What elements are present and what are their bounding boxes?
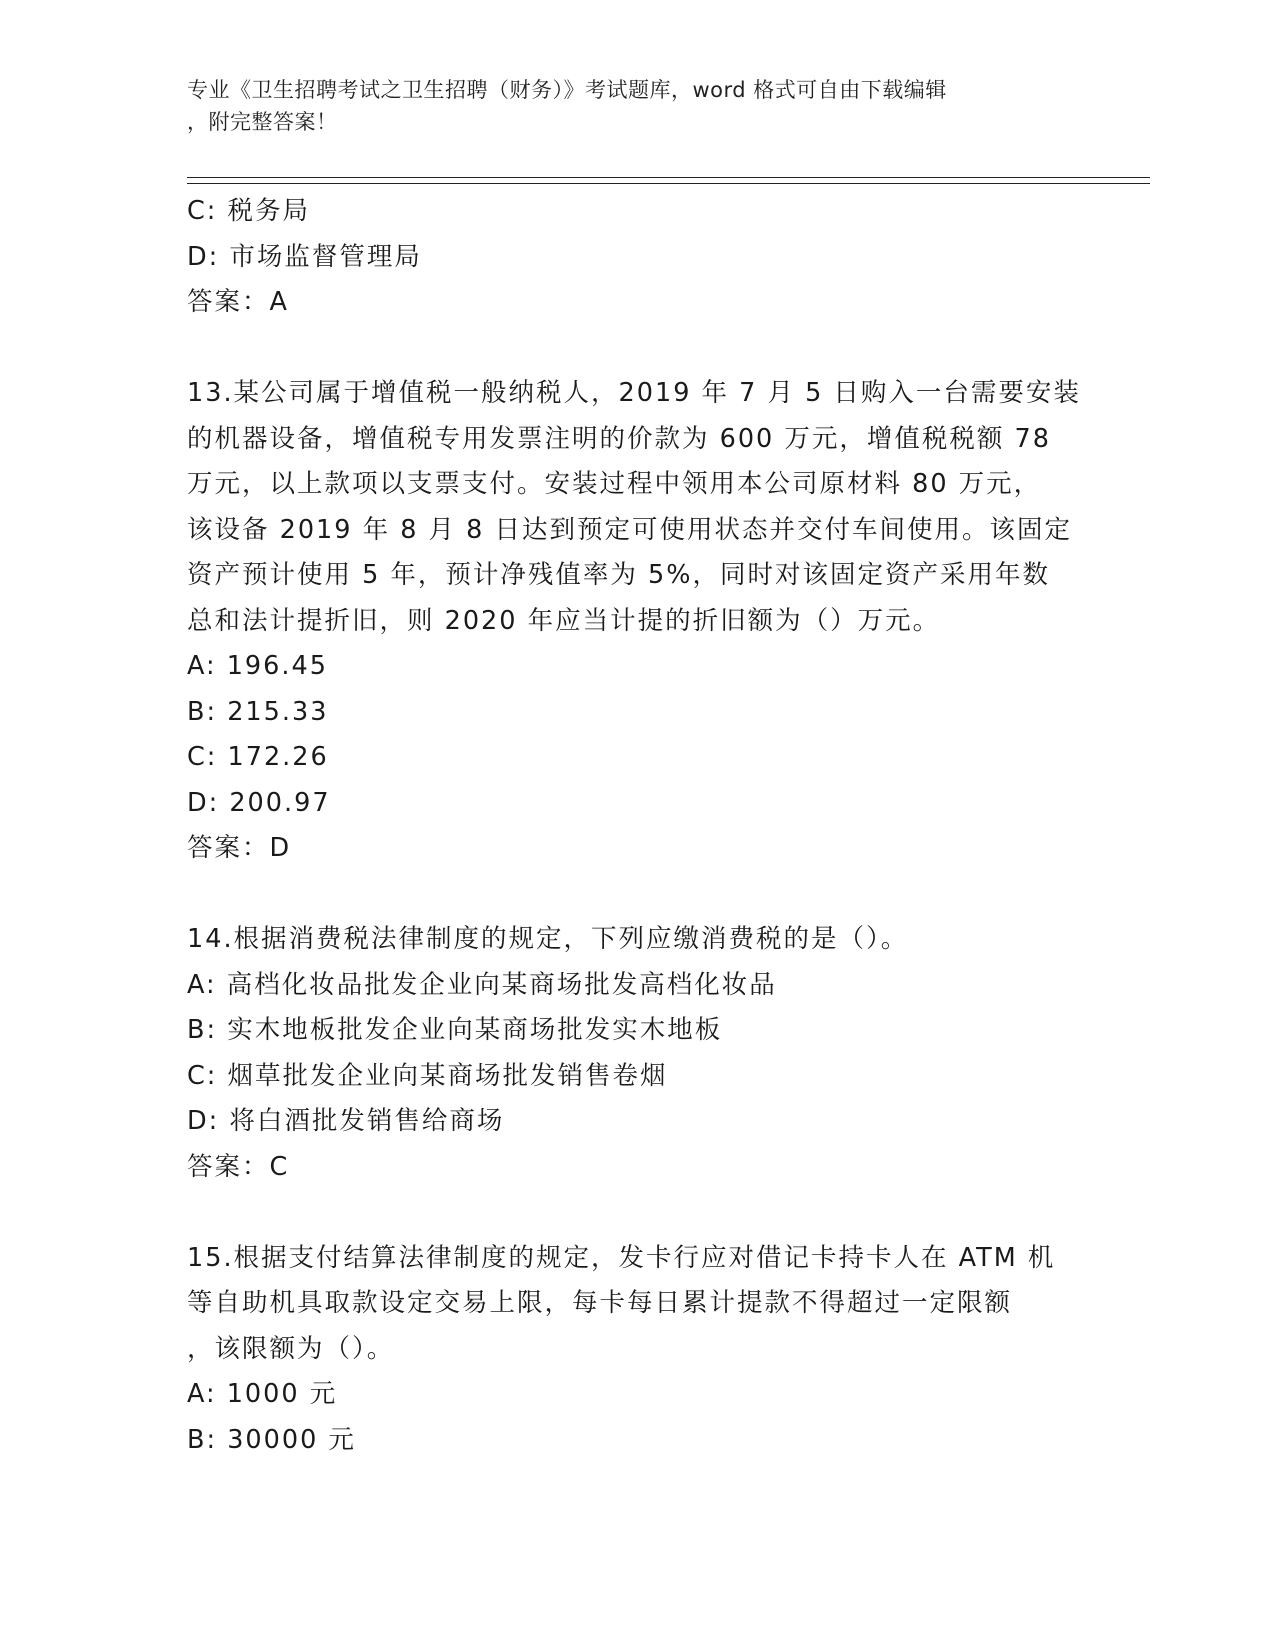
header-line-1: 专业《卫生招聘考试之卫生招聘（财务）》考试题库，word 格式可自由下载编辑	[187, 78, 947, 102]
q15-option-a: A: 1000 元	[187, 1379, 338, 1409]
q12-option-c: C: 税务局	[187, 196, 311, 226]
spacer	[187, 1190, 1087, 1236]
question-content	[187, 189, 1087, 1463]
q13-option-a: A: 196.45	[187, 651, 328, 681]
q12-answer: 答案：A	[187, 287, 289, 317]
q15-stem-line-2: 等自助机具取款设定交易上限，每卡每日累计提款不得超过一定限额	[187, 1288, 1013, 1318]
q13-stem-line-4: 该设备 2019 年 8 月 8 日达到预定可使用状态并交付车间使用。该固定	[187, 514, 1072, 545]
header-line-2: ，附完整答案！	[187, 110, 338, 134]
q15-stem-line-3: ，该限额为（）。	[187, 1333, 395, 1364]
spacer	[187, 872, 1087, 918]
q13-option-d: D: 200.97	[187, 787, 331, 818]
q13-stem-line-3: 万元，以上款项以支票支付。安装过程中领用本公司原材料 80 万元，	[187, 469, 1042, 499]
q13-option-b: B: 215.33	[187, 696, 329, 727]
q15-option-b: B: 30000 元	[187, 1424, 356, 1455]
q15-stem-line-1: 15.根据支付结算法律制度的规定，发卡行应对借记卡持卡人在 ATM 机	[187, 1242, 1056, 1273]
spacer	[187, 326, 1087, 372]
q13-option-c: C: 172.26	[187, 742, 329, 772]
q13-stem-line-1: 13.某公司属于增值税一般纳税人，2019 年 7 月 5 日购入一台需要安装	[187, 378, 1081, 408]
q13-answer: 答案：D	[187, 833, 292, 863]
document-header	[187, 74, 1087, 138]
q14-answer: 答案：C	[187, 1151, 290, 1182]
q14-option-b: B: 实木地板批发企业向某商场批发实木地板	[187, 1015, 723, 1045]
q13-stem-line-5: 资产预计使用 5 年，预计净残值率为 5%，同时对该固定资产采用年数	[187, 560, 1050, 590]
q14-stem: 14.根据消费税法律制度的规定，下列应缴消费税的是（）。	[187, 924, 909, 954]
header-divider-bottom	[187, 183, 1150, 184]
q14-option-d: D: 将白酒批发销售给商场	[187, 1106, 505, 1136]
header-divider-top	[187, 177, 1150, 178]
q14-option-a: A: 高档化妆品批发企业向某商场批发高档化妆品	[187, 969, 777, 1000]
q13-stem-line-2: 的机器设备，增值税专用发票注明的价款为 600 万元，增值税税额 78	[187, 423, 1051, 454]
q14-option-c: C: 烟草批发企业向某商场批发销售卷烟	[187, 1060, 668, 1091]
q12-option-d: D: 市场监督管理局	[187, 241, 422, 272]
q13-stem-line-6: 总和法计提折旧，则 2020 年应当计提的折旧额为（）万元。	[187, 605, 941, 636]
